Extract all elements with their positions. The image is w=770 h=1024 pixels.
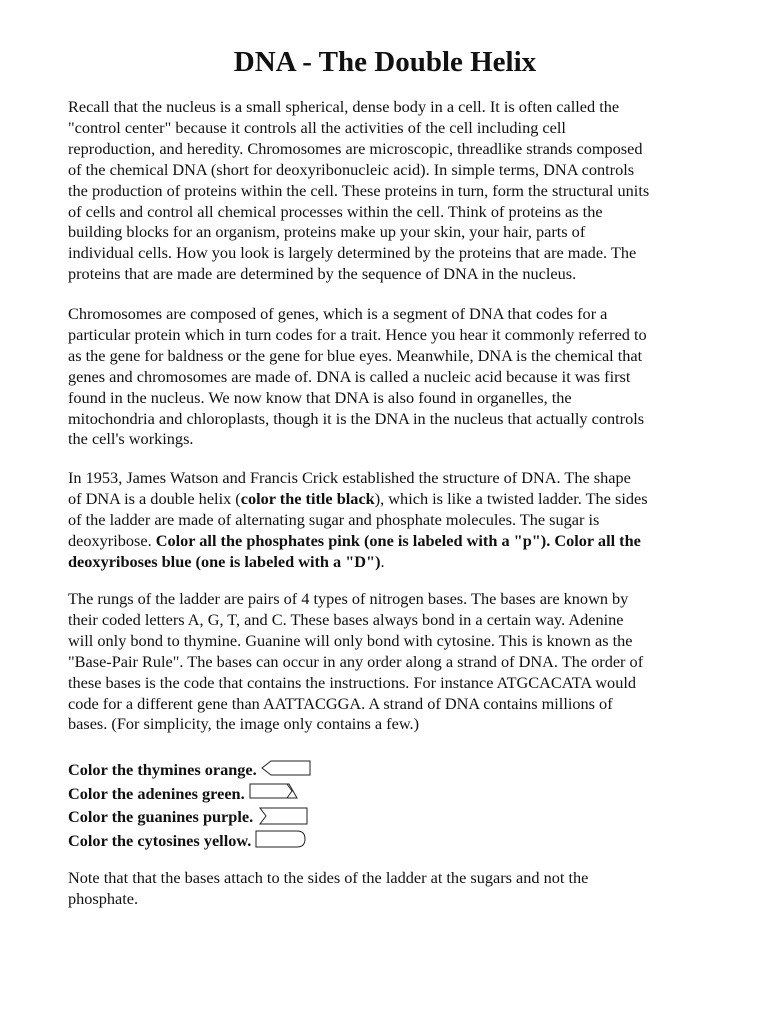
thymine-shape-icon xyxy=(261,760,311,780)
text-line: as the gene for baldness or the gene for blue eyes. Meanwhile, DNA is the chemical that xyxy=(68,345,643,365)
text-segment: of DNA is a double helix ( xyxy=(68,488,241,508)
page-title: DNA - The Double Helix xyxy=(233,46,537,78)
instruction-title-color: color the title black xyxy=(240,488,375,508)
text-line: of the ladder are made of alternating sugar and phosphate molecules. The sugar is xyxy=(68,509,600,529)
bases-paragraph xyxy=(68,589,708,735)
adenine-shape-icon xyxy=(249,783,299,803)
text-line: genes and chromosomes are made of. DNA is called a nucleic acid because it was first xyxy=(68,366,631,386)
text-line: the production of proteins within the cell. These proteins in turn, form the structural units xyxy=(68,180,650,200)
cytosine-shape-icon xyxy=(255,830,307,850)
text-segment: deoxyribose. xyxy=(68,530,156,550)
guanine-shape-icon xyxy=(257,807,309,827)
text-line: In 1953, James Watson and Francis Crick established the structure of DNA. The shape xyxy=(68,468,631,487)
text-line: Recall that the nucleus is a small spherical, dense body in a cell. It is often called the xyxy=(68,97,620,116)
text-line: these bases is the code that contains the instructions. For instance ATGCACATA would xyxy=(68,672,637,692)
text-line: will only bond to thymine. Guanine will only bond with cytosine. This is known as the xyxy=(68,630,633,650)
text-line: of the chemical DNA (short for deoxyribonucleic acid). In simple terms, DNA controls xyxy=(68,159,635,179)
instruction-phosphates-color: Color all the phosphates pink (one is labeled with a "p"). Color all the xyxy=(155,530,641,550)
instruction-text: Color the thymines orange. xyxy=(68,760,257,779)
text-line: code for a different gene than AATTACGGA. A strand of DNA contains millions of xyxy=(68,693,613,713)
text-segment: . xyxy=(380,551,385,571)
text-line: The rungs of the ladder are pairs of 4 types of nitrogen bases. The bases are known by xyxy=(68,589,629,608)
text-line xyxy=(68,531,708,552)
intro-paragraph xyxy=(68,97,708,285)
text-line: the cell's workings. xyxy=(68,429,194,449)
base-color-instructions xyxy=(68,758,468,852)
text-line: of cells and control all chemical processes within the cell. Think of proteins as the xyxy=(68,201,603,221)
cytosine-instruction xyxy=(68,829,468,853)
instruction-text: Color the adenines green. xyxy=(68,783,245,803)
thymine-instruction xyxy=(68,758,468,782)
text-line: particular protein which in turn codes for a trait. Hence you hear it commonly referred to xyxy=(68,324,647,344)
structure-paragraph xyxy=(68,468,708,573)
text-line: "Base-Pair Rule". The bases can occur in any order along a strand of DNA. The order of xyxy=(68,651,644,671)
text-line: mitochondria and chloroplasts, though it is the DNA in the nucleus that actually controls xyxy=(68,408,645,428)
genes-paragraph xyxy=(68,304,708,450)
text-line: reproduction, and heredity. Chromosomes are microscopic, threadlike strands composed xyxy=(68,138,643,158)
text-line: found in the nucleus. We now know that DNA is also found in organelles, the xyxy=(68,387,572,407)
text-line: Note that that the bases attach to the sides of the ladder at the sugars and not the xyxy=(68,868,589,887)
text-line: Chromosomes are composed of genes, which is a segment of DNA that codes for a xyxy=(68,304,608,323)
text-line: building blocks for an organism, proteins make up your skin, your hair, parts of xyxy=(68,222,586,242)
adenine-instruction xyxy=(68,782,468,806)
text-line: proteins that are made are determined by the sequence of DNA in the nucleus. xyxy=(68,264,577,284)
text-line: phosphate. xyxy=(68,888,139,908)
text-line: their coded letters A, G, T, and C. These bases always bond in a certain way. Adenine xyxy=(68,609,624,629)
instruction-text: Color the cytosines yellow. xyxy=(68,830,252,850)
text-line: "control center" because it controls all the activities of the cell including cell xyxy=(68,117,566,137)
instruction-deoxyriboses-color: deoxyriboses blue (one is labeled with a "D") xyxy=(68,551,381,571)
text-segment: ), which is like a twisted ladder. The sides xyxy=(374,488,648,508)
guanine-instruction xyxy=(68,805,468,829)
text-line: individual cells. How you look is largely determined by the proteins that are made. The xyxy=(68,243,637,263)
text-line xyxy=(68,489,708,510)
note-paragraph xyxy=(68,868,708,910)
instruction-text: Color the guanines purple. xyxy=(68,807,254,826)
text-line: bases. (For simplicity, the image only contains a few.) xyxy=(68,714,420,734)
text-line xyxy=(68,552,708,573)
